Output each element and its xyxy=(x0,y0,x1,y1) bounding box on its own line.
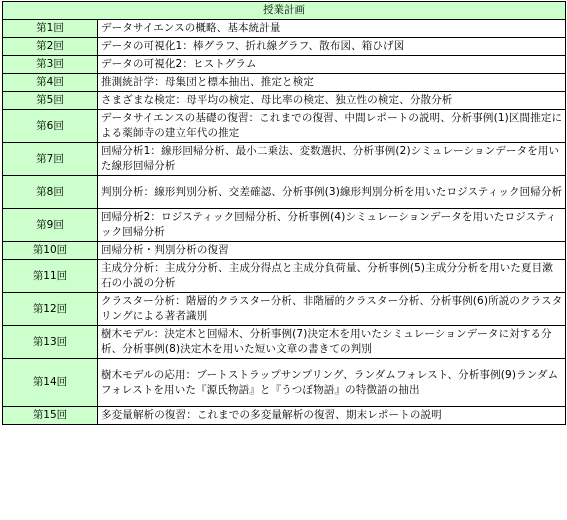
syllabus-table xyxy=(2,1,566,425)
session-number: 第4回 xyxy=(3,74,98,92)
session-number: 第9回 xyxy=(3,209,98,242)
table-row xyxy=(3,143,566,176)
session-number: 第13回 xyxy=(3,326,98,359)
table-row xyxy=(3,293,566,326)
table-row xyxy=(3,74,566,92)
session-content: データサイエンスの概略、基本統計量 xyxy=(98,20,566,38)
session-content: 推測統計学：母集団と標本抽出、推定と検定 xyxy=(98,74,566,92)
session-content: 多変量解析の復習：これまでの多変量解析の復習、期末レポートの説明 xyxy=(98,407,566,425)
session-content: 判別分析：線形判別分析、交差確認、分析事例(3)線形判別分析を用いたロジスティック回帰分析 xyxy=(98,176,566,209)
session-number: 第8回 xyxy=(3,176,98,209)
session-content: 主成分分析：主成分分析、主成分得点と主成分負荷量、分析事例(5)主成分分析を用いた夏目漱石の小説の分析 xyxy=(98,260,566,293)
syllabus-container xyxy=(2,1,565,425)
session-number: 第11回 xyxy=(3,260,98,293)
session-number: 第6回 xyxy=(3,110,98,143)
session-content: データの可視化2：ヒストグラム xyxy=(98,56,566,74)
session-number: 第14回 xyxy=(3,359,98,407)
session-content: データサイエンスの基礎の復習：これまでの復習、中間レポートの説明、分析事例(1)区間推定による薬師寺の建立年代の推定 xyxy=(98,110,566,143)
session-content: 樹木モデルの応用：ブートストラップサンプリング、ランダムフォレスト、分析事例(9)ランダムフォレストを用いた『源氏物語』と『うつぼ物語』の特徴語の抽出 xyxy=(98,359,566,407)
session-number: 第5回 xyxy=(3,92,98,110)
table-row xyxy=(3,407,566,425)
session-content: クラスター分析：階層的クラスター分析、非階層的クラスター分析、分析事例(6)所説のクラスタリングによる著者識別 xyxy=(98,293,566,326)
session-content: 回帰分析1：線形回帰分析、最小二乗法、変数選択、分析事例(2)シミュレーションデータを用いた線形回帰分析 xyxy=(98,143,566,176)
table-row xyxy=(3,359,566,407)
table-row xyxy=(3,92,566,110)
table-row xyxy=(3,326,566,359)
session-content: 樹木モデル：決定木と回帰木、分析事例(7)決定木を用いたシミュレーションデータに対する分析、分析事例(8)決定木を用いた短い文章の書きての判別 xyxy=(98,326,566,359)
session-number: 第3回 xyxy=(3,56,98,74)
session-content: さまざまな検定：母平均の検定、母比率の検定、独立性の検定、分散分析 xyxy=(98,92,566,110)
table-row xyxy=(3,242,566,260)
table-row xyxy=(3,20,566,38)
table-row xyxy=(3,260,566,293)
session-number: 第12回 xyxy=(3,293,98,326)
session-content: 回帰分析・判別分析の復習 xyxy=(98,242,566,260)
session-number: 第2回 xyxy=(3,38,98,56)
table-row xyxy=(3,56,566,74)
table-row xyxy=(3,38,566,56)
table-row xyxy=(3,176,566,209)
table-row xyxy=(3,209,566,242)
session-content: 回帰分析2：ロジスティック回帰分析、分析事例(4)シミュレーションデータを用いたロジスティック回帰分析 xyxy=(98,209,566,242)
session-number: 第10回 xyxy=(3,242,98,260)
session-number: 第15回 xyxy=(3,407,98,425)
session-number: 第1回 xyxy=(3,20,98,38)
session-content: データの可視化1：棒グラフ、折れ線グラフ、散布図、箱ひげ図 xyxy=(98,38,566,56)
table-header-row xyxy=(3,2,566,20)
table-row xyxy=(3,110,566,143)
session-number: 第7回 xyxy=(3,143,98,176)
table-header: 授業計画 xyxy=(3,2,566,20)
